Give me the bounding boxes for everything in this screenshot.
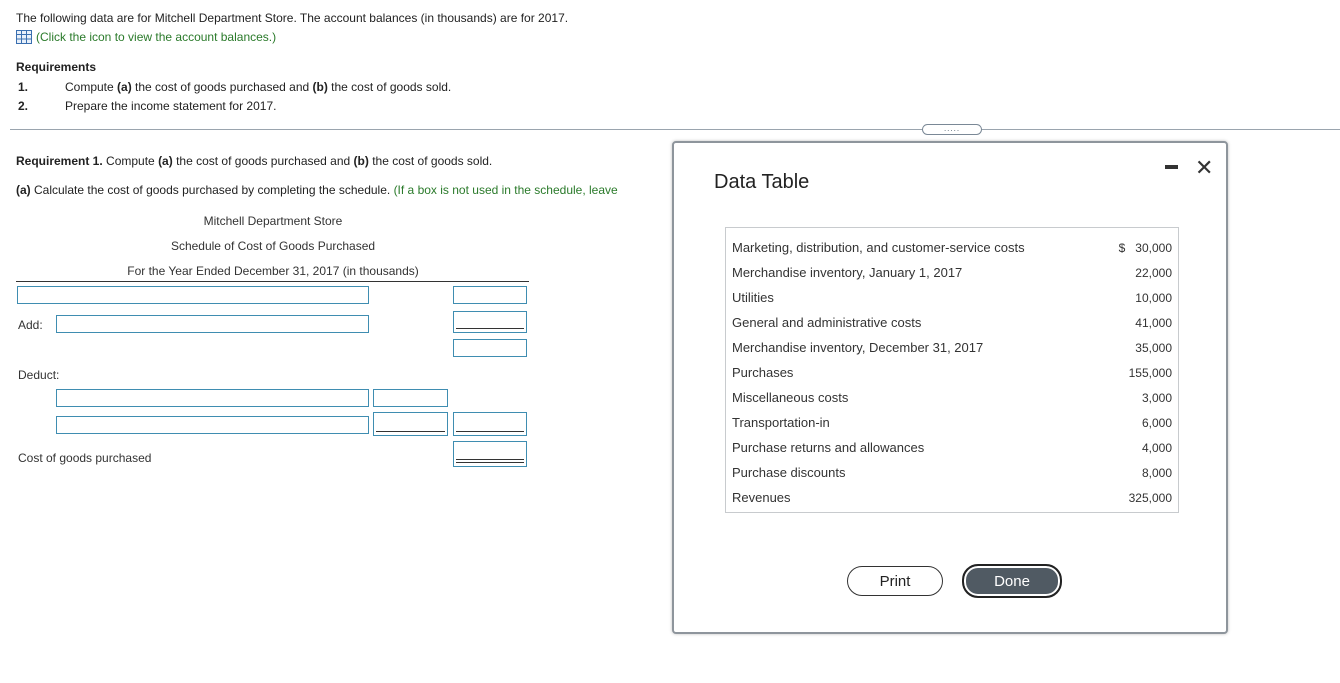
table-row: [732, 285, 1172, 310]
table-row: [732, 310, 1172, 335]
data-table-dialog: [672, 141, 1228, 634]
row-value: 22,000: [1135, 265, 1172, 280]
schedule-title: Schedule of Cost of Goods Purchased: [170, 239, 376, 253]
beginning-amount-input[interactable]: [453, 286, 527, 304]
row-label: Purchases: [732, 365, 794, 380]
requirement-text: Compute (a) the cost of goods purchased and (b) the cost of goods sold.: [65, 80, 452, 94]
schedule-header-rule: [16, 281, 529, 282]
expand-more-button[interactable]: .....: [922, 124, 982, 135]
row-label: Utilities: [732, 290, 774, 305]
account-balances-link[interactable]: [16, 30, 276, 44]
row-value: 8,000: [1141, 465, 1172, 480]
deduct-label: Deduct:: [18, 368, 60, 382]
row-value: 35,000: [1135, 340, 1172, 355]
add-account-select[interactable]: [56, 315, 369, 333]
section-divider: [10, 129, 1340, 130]
table-row: [732, 460, 1172, 485]
deduct-total-input[interactable]: [453, 412, 527, 436]
table-row: [732, 485, 1172, 510]
table-row: [732, 385, 1172, 410]
row-value: 6,000: [1141, 415, 1172, 430]
row-label: Miscellaneous costs: [732, 390, 849, 405]
add-amount-input[interactable]: [453, 311, 527, 333]
close-icon[interactable]: ✕: [1195, 155, 1214, 180]
row-value: 3,000: [1141, 390, 1172, 405]
account-balances-link-text[interactable]: (Click the icon to view the account balances.): [36, 30, 277, 44]
add-label: Add:: [18, 318, 43, 332]
subtotal-amount-input[interactable]: [453, 339, 527, 357]
deduct-amount-input-2[interactable]: [373, 412, 448, 436]
deduct-account-select-1[interactable]: [56, 389, 369, 407]
row-label: Marketing, distribution, and customer-service costs: [732, 240, 1025, 255]
row-value: $ 30,000: [1118, 240, 1172, 255]
table-row: [732, 410, 1172, 435]
cost-of-goods-purchased-label: Cost of goods purchased: [18, 451, 152, 465]
table-row: [732, 435, 1172, 460]
table-row: [732, 260, 1172, 285]
intro-text: The following data are for Mitchell Department Store. The account balances (in thousands) are for 2017.: [16, 11, 569, 25]
deduct-amount-input-1[interactable]: [373, 389, 448, 407]
row-value: 10,000: [1135, 290, 1172, 305]
row-label: Merchandise inventory, January 1, 2017: [732, 265, 963, 280]
minimize-icon[interactable]: [1165, 165, 1178, 169]
table-grid-icon[interactable]: [16, 30, 32, 44]
data-table: [725, 227, 1179, 513]
row-label: Purchase returns and allowances: [732, 440, 925, 455]
schedule-company: Mitchell Department Store: [203, 214, 343, 228]
row-value: 325,000: [1128, 490, 1172, 505]
deduct-account-select-2[interactable]: [56, 416, 369, 434]
beginning-account-select[interactable]: [17, 286, 369, 304]
row-label: Revenues: [732, 490, 791, 505]
schedule-period: For the Year Ended December 31, 2017 (in thousands): [127, 264, 419, 278]
done-button[interactable]: Done: [962, 564, 1062, 598]
requirements-heading: Requirements: [16, 60, 97, 74]
requirement-1-heading: Requirement 1. Compute (a) the cost of goods purchased and (b) the cost of goods sold.: [16, 154, 493, 168]
row-label: Purchase discounts: [732, 465, 846, 480]
table-row: [732, 360, 1172, 385]
requirement-number: 2.: [18, 99, 29, 113]
cost-of-goods-purchased-input[interactable]: [453, 441, 527, 467]
dialog-title: Data Table: [714, 171, 810, 193]
print-button[interactable]: Print: [847, 566, 943, 596]
requirement-number: 1.: [18, 80, 29, 94]
row-label: Merchandise inventory, December 31, 2017: [732, 340, 984, 355]
row-value: 41,000: [1135, 315, 1172, 330]
part-a-instructions: (a) Calculate the cost of goods purchased by completing the schedule. (If a box is not used in the schedule, leave: [16, 183, 618, 197]
requirement-item-2: [18, 99, 276, 113]
table-row: [732, 335, 1172, 360]
requirement-text: Prepare the income statement for 2017.: [65, 99, 277, 113]
row-value: 4,000: [1141, 440, 1172, 455]
row-label: Transportation-in: [732, 415, 830, 430]
table-row: [732, 235, 1172, 260]
row-value: 155,000: [1128, 365, 1172, 380]
requirement-item-1: [18, 80, 451, 94]
row-label: General and administrative costs: [732, 315, 922, 330]
